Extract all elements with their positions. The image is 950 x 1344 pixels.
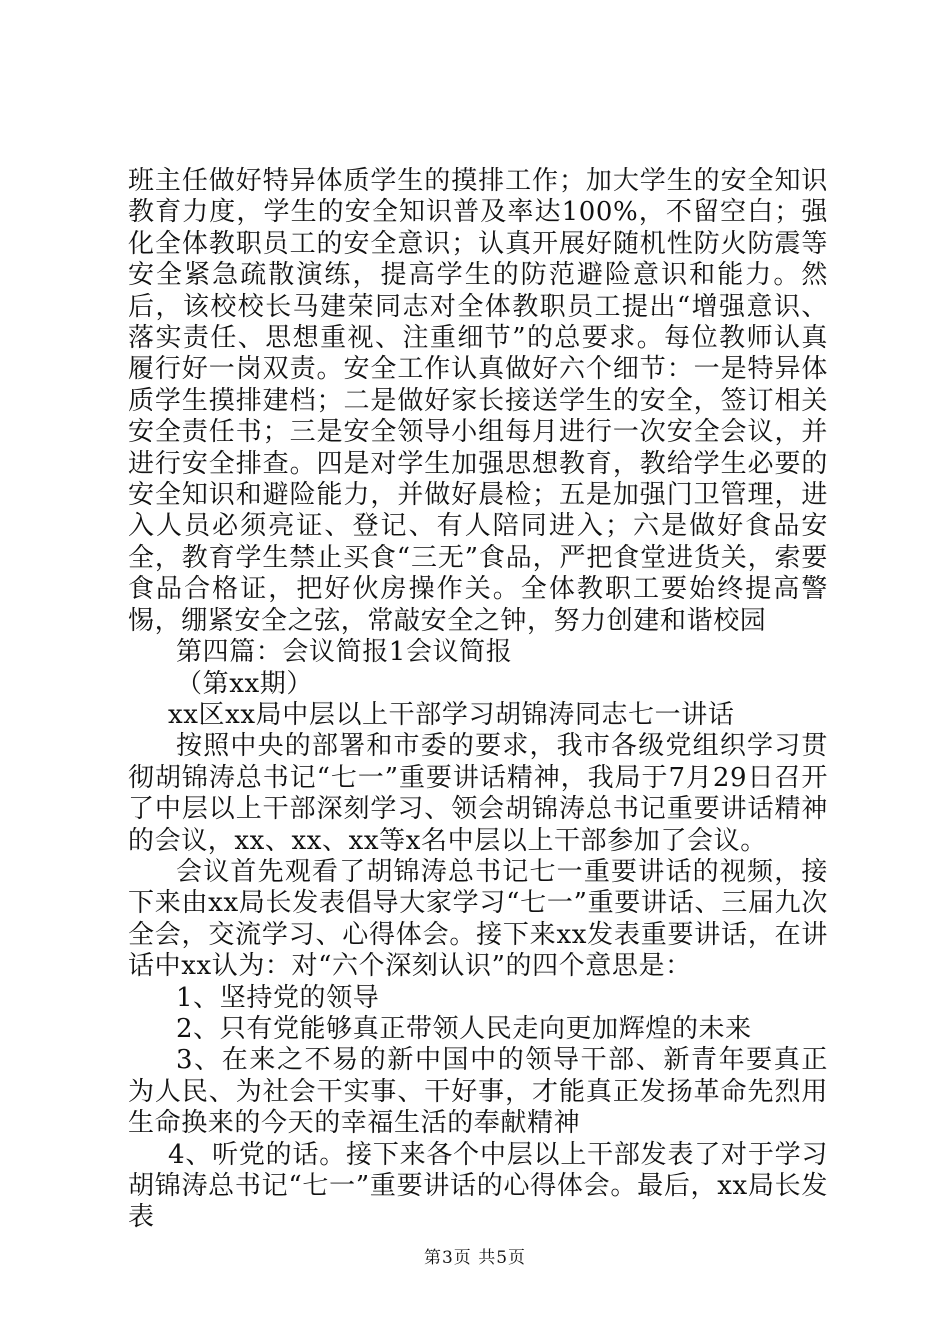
bulletin-title: xx区xx局中层以上干部学习胡锦涛同志七一讲话	[168, 699, 735, 730]
list-item-2: 2、只有党能够真正带领人民走向更加辉煌的未来	[176, 1013, 752, 1044]
paragraph-meeting-intro: 按照中央的部署和市委的要求，我市各级党组织学习贯彻胡锦涛总书记“七一”重要讲话精神，我局于7月29日召开了中层以上干部深刻学习、领会胡锦涛总书记重要讲话精神的会议，xx、xx、xx等x名中层以上干部参加了会议。	[128, 731, 828, 856]
page-footer: 第3页 共5页	[423, 1248, 527, 1268]
list-item-3: 3、在来之不易的新中国中的领导干部、新青年要真正为人民、为社会干实事、干好事，才能真正发扬革命先烈用生命换来的今天的幸福生活的奉献精神	[128, 1045, 828, 1139]
paragraph-safety-work: 班主任做好特异体质学生的摸排工作；加大学生的安全知识教育力度，学生的安全知识普及率达100%，不留空白；强化全体教职员工的安全意识；认真开展好随机性防火防震等安全紧急疏散演练，提高学生的防范避险意识和能力。然后，该校校长马建荣同志对全体教职员工提出“增强意识、落实责任、思想重视、注重细节”的总要求。每位教师认真履行好一岗双责。安全工作认真做好六个细节：一是特异体质学生摸排建档；二是做好家长接送学生的安全，签订相关安全责任书；三是安全领导小组每月进行一次安全会议，并进行安全排查。四是对学生加强思想教育，教给学生必要的安全知识和避险能力，并做好晨检；五是加强门卫管理，进入人员必须亮证、登记、有人陪同进入；六是做好食品安全，教育学生禁止买食“三无”食品，严把食堂进货关，索要食品合格证，把好伙房操作关。全体教职工要始终提高警惕，绷紧安全之弦，常敲安全之钟，努力创建和谐校园	[128, 166, 828, 636]
document-body	[128, 166, 828, 1234]
issue-number: （第xx期）	[176, 668, 313, 699]
paragraph-meeting-process: 会议首先观看了胡锦涛总书记七一重要讲话的视频，接下来由xx局长发表倡导大家学习“七一”重要讲话、三届九次全会，交流学习、心得体会。接下来xx发表重要讲话，在讲话中xx认为：对“六个深刻认识”的四个意思是：	[128, 856, 828, 982]
section-heading: 第四篇：会议简报1会议简报	[176, 637, 513, 668]
list-item-1: 1、坚持党的领导	[176, 982, 380, 1013]
list-item-4: 4、听党的话。接下来各个中层以上干部发表了对于学习胡锦涛总书记“七一”重要讲话的心得体会。最后，xx局长发表	[128, 1139, 828, 1233]
